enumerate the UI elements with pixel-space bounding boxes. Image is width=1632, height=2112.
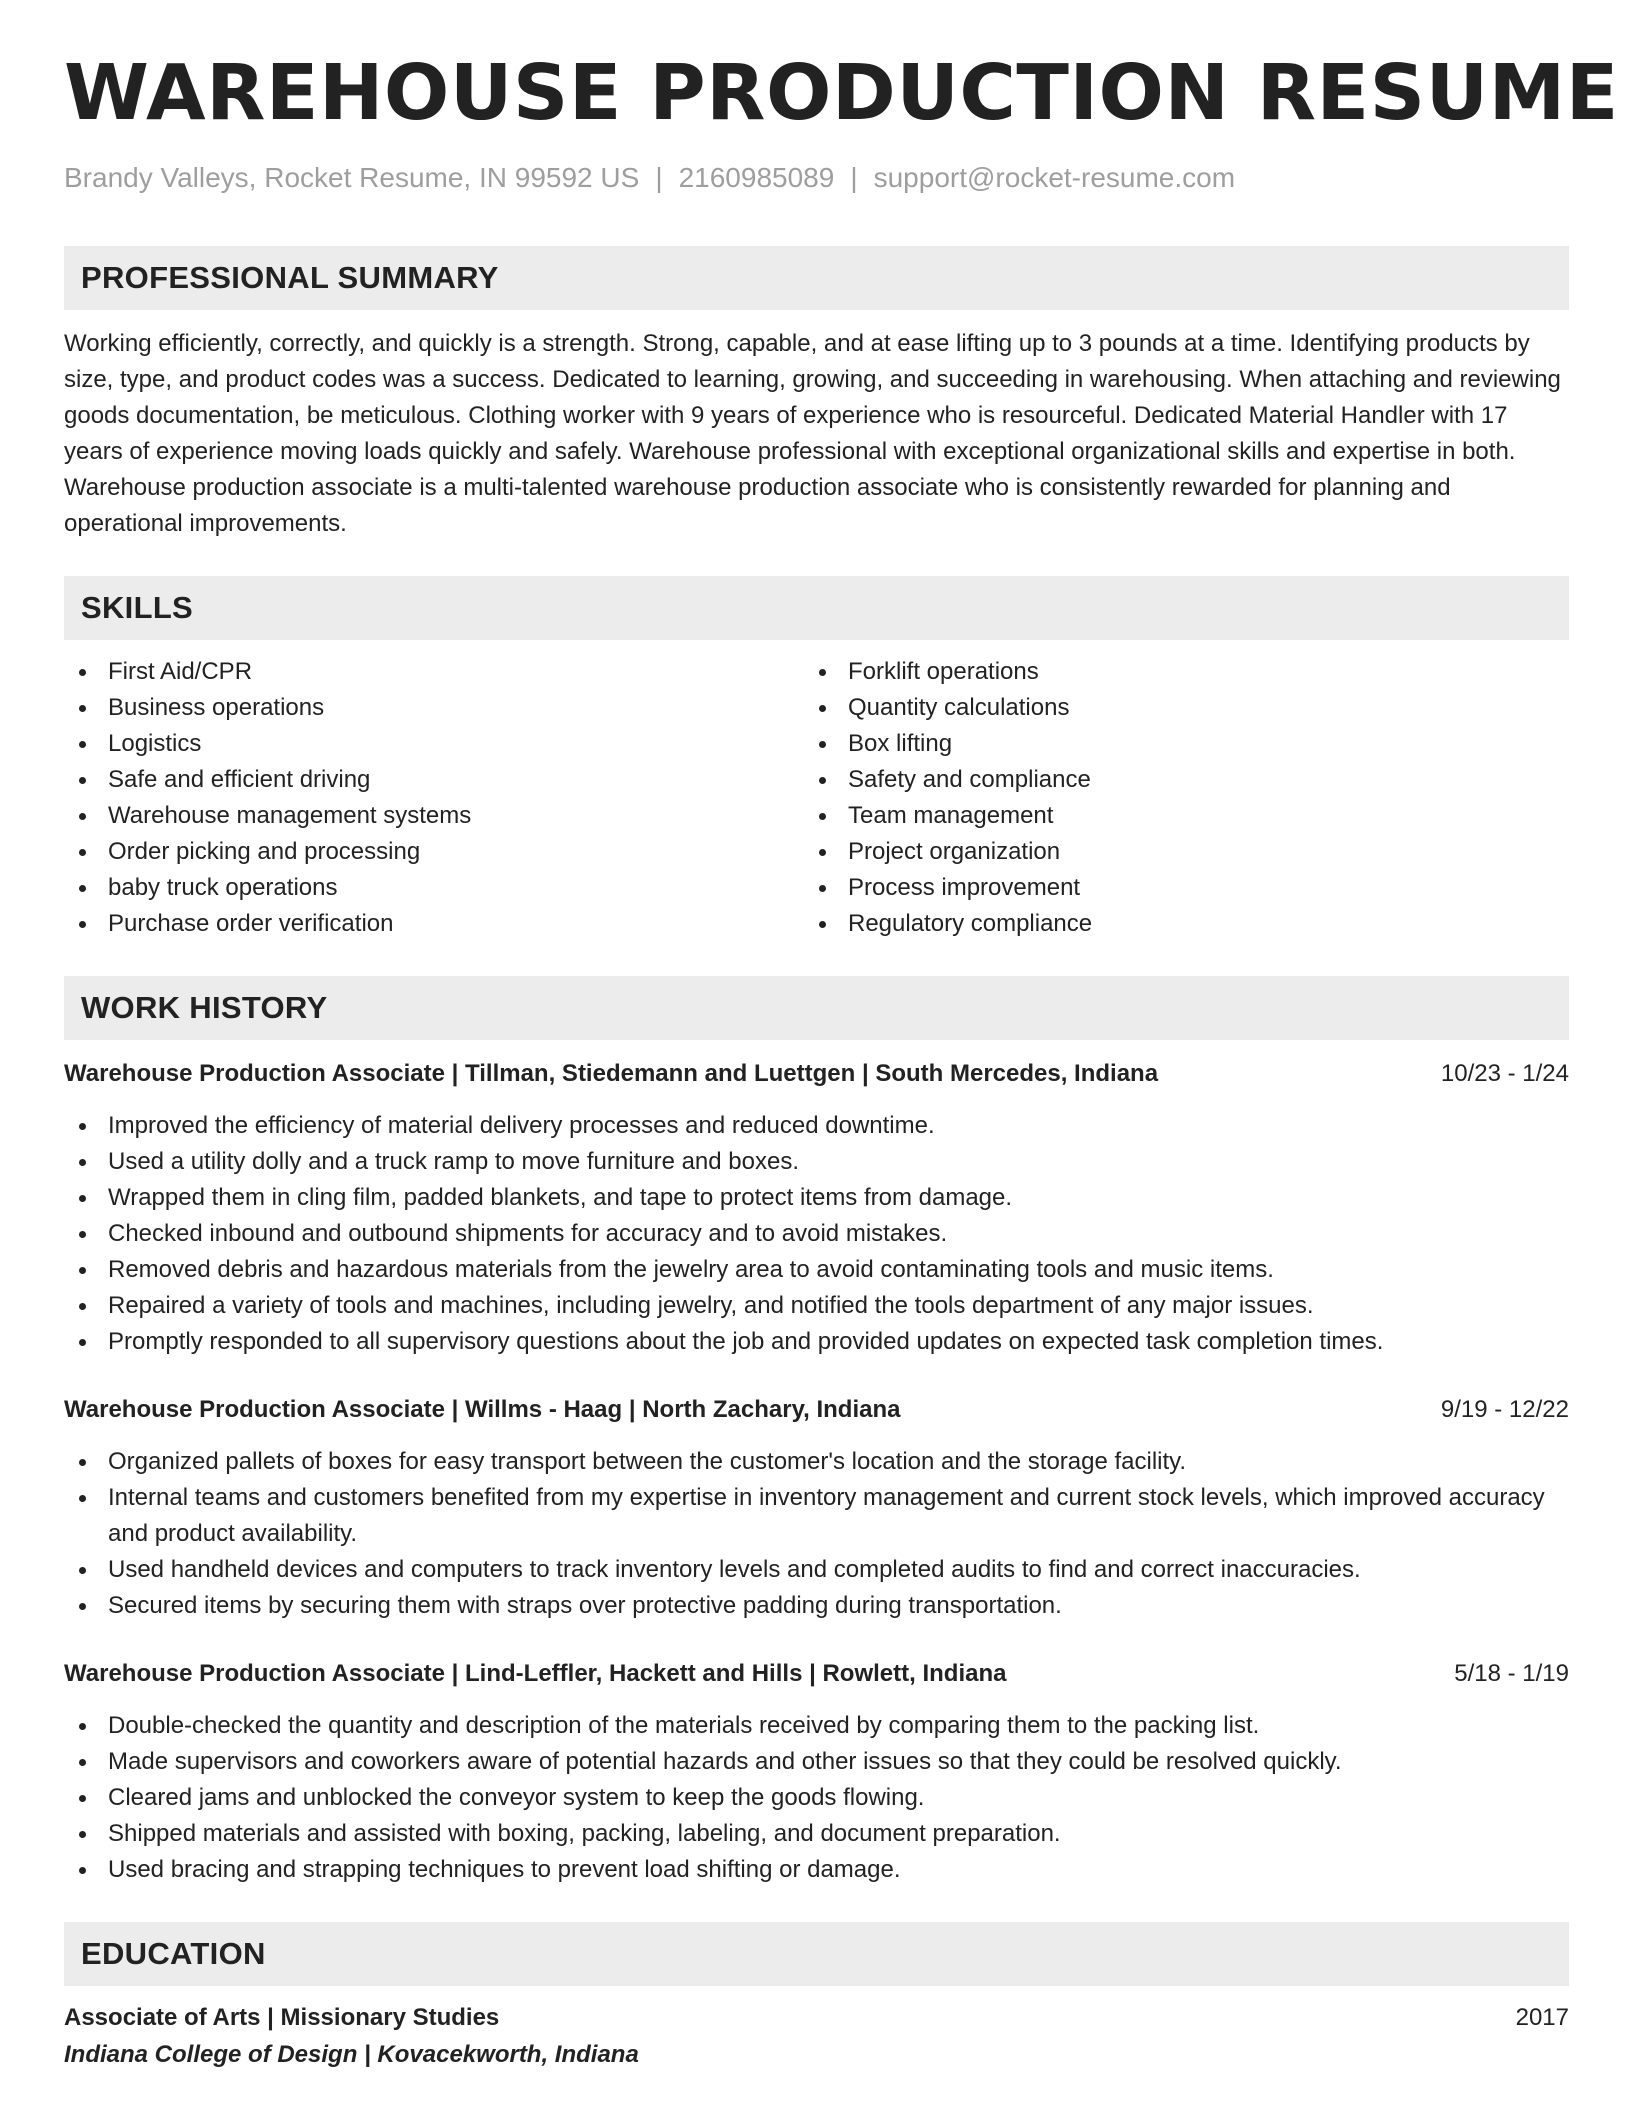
skill-item: baby truck operations (64, 870, 804, 906)
bullet-dot (79, 741, 86, 748)
bullet-dot (79, 1195, 86, 1202)
bullet-dot (79, 1795, 86, 1802)
contact-line (64, 161, 1569, 195)
bullet-dot (79, 1339, 86, 1346)
job-bullet: Cleared jams and unblocked the conveyor system to keep the goods flowing. (64, 1780, 1569, 1816)
education-header (64, 2000, 1569, 2036)
job-bullet: Organized pallets of boxes for easy transport between the customer's location and the storage facility. (64, 1444, 1569, 1480)
bullet-dot (79, 777, 86, 784)
contact-phone: 2160985089 (678, 161, 835, 193)
education-year: 2017 (1515, 2004, 1569, 2032)
bullet-dot (819, 741, 826, 748)
bullet-dot (79, 1123, 86, 1130)
job-bullet: Removed debris and hazardous materials from the jewelry area to avoid contaminating tools and music items. (64, 1252, 1569, 1288)
job-bullet: Double-checked the quantity and description of the materials received by comparing them to the packing list. (64, 1708, 1569, 1744)
job-bullet: Shipped materials and assisted with boxing, packing, labeling, and document preparation. (64, 1816, 1569, 1852)
bullet-dot (79, 1159, 86, 1166)
work-history-heading: WORK HISTORY (64, 976, 1569, 1040)
bullet-dot (819, 669, 826, 676)
bullet-dot (79, 669, 86, 676)
skill-item: Regulatory compliance (804, 906, 1544, 942)
skill-item: Safety and compliance (804, 762, 1544, 798)
bullet-dot (79, 1267, 86, 1274)
bullet-dot (819, 849, 826, 856)
job-bullet: Used a utility dolly and a truck ramp to move furniture and boxes. (64, 1144, 1569, 1180)
bullet-dot (79, 1459, 86, 1466)
bullet-dot (79, 885, 86, 892)
bullet-dot (819, 885, 826, 892)
job-bullet: Made supervisors and coworkers aware of potential hazards and other issues so that they could be resolved quickly. (64, 1744, 1569, 1780)
bullet-dot (79, 1759, 86, 1766)
skill-item: Project organization (804, 834, 1544, 870)
skill-item: Process improvement (804, 870, 1544, 906)
bullet-dot (79, 813, 86, 820)
job-bullets (64, 1108, 1569, 1360)
education-degree: Associate of Arts | Missionary Studies (64, 2004, 500, 2032)
job-bullet: Wrapped them in cling film, padded blankets, and tape to protect items from damage. (64, 1180, 1569, 1216)
resume-title: WAREHOUSE PRODUCTION RESUME (64, 49, 1619, 138)
bullet-dot (79, 1231, 86, 1238)
bullet-dot (819, 705, 826, 712)
bullet-dot (79, 1831, 86, 1838)
job-title: Warehouse Production Associate | Tillman, Stiedemann and Luettgen | South Mercedes, Indiana (64, 1060, 1159, 1088)
skills-list (64, 654, 1569, 942)
skill-item: Box lifting (804, 726, 1544, 762)
job-title: Warehouse Production Associate | Lind-Leffler, Hackett and Hills | Rowlett, Indiana (64, 1660, 1007, 1688)
skill-item: Quantity calculations (804, 690, 1544, 726)
job-bullet: Promptly responded to all supervisory questions about the job and provided updates on expected task completion times. (64, 1324, 1569, 1360)
job-bullet: Internal teams and customers benefited from my expertise in inventory management and current stock levels, which improved accuracy and product availability. (64, 1480, 1569, 1552)
bullet-dot (79, 1495, 86, 1502)
job-bullet: Checked inbound and outbound shipments for accuracy and to avoid mistakes. (64, 1216, 1569, 1252)
summary-text: Working efficiently, correctly, and quickly is a strength. Strong, capable, and at ease lifting up to 3 pounds at a time. Identifying products by size, type, and product codes was a success. Dedicated to learning, growing, and succeeding in warehousing. When attaching and reviewing goods documentation, be meticulous. Clothing worker with 9 years of experience who is resourceful. Dedicated Material Handler with 17 years of experience moving loads quickly and safely. Warehouse professional with exceptional organizational skills and expertise in both. Warehouse production associate is a multi-talented warehouse production associate who is consistently rewarded for planning and operational improvements. (64, 330, 1561, 538)
bullet-dot (79, 1303, 86, 1310)
bullet-dot (819, 777, 826, 784)
bullet-dot (79, 1603, 86, 1610)
bullet-dot (819, 813, 826, 820)
skill-item: Order picking and processing (64, 834, 804, 870)
bullet-dot (79, 1723, 86, 1730)
bullet-dot (79, 921, 86, 928)
job-bullet: Secured items by securing them with straps over protective padding during transportation. (64, 1588, 1569, 1624)
skill-item: Forklift operations (804, 654, 1544, 690)
skill-item: Safe and efficient driving (64, 762, 804, 798)
education-heading: EDUCATION (64, 1922, 1569, 1986)
skill-item: Business operations (64, 690, 804, 726)
bullet-dot (819, 921, 826, 928)
job-dates: 5/18 - 1/19 (1454, 1660, 1569, 1688)
skills-heading: SKILLS (64, 576, 1569, 640)
job-bullet: Improved the efficiency of material delivery processes and reduced downtime. (64, 1108, 1569, 1144)
job-entry (64, 1056, 1569, 1360)
contact-separator: | (655, 161, 663, 193)
contact-address: Brandy Valleys, Rocket Resume, IN 99592 US (64, 161, 640, 193)
job-entry (64, 1392, 1569, 1624)
job-dates: 10/23 - 1/24 (1440, 1060, 1569, 1088)
job-bullet: Used bracing and strapping techniques to prevent load shifting or damage. (64, 1852, 1569, 1888)
skill-item: Logistics (64, 726, 804, 762)
skill-item: First Aid/CPR (64, 654, 804, 690)
job-entry (64, 1656, 1569, 1888)
job-header (64, 1656, 1569, 1692)
education-school: Indiana College of Design | Kovacekworth, Indiana (64, 2041, 639, 2069)
bullet-dot (79, 849, 86, 856)
skill-item: Purchase order verification (64, 906, 804, 942)
job-bullets (64, 1708, 1569, 1888)
contact-separator: | (850, 161, 858, 193)
contact-email: support@rocket-resume.com (873, 161, 1236, 193)
bullet-dot (79, 1567, 86, 1574)
bullet-dot (79, 1867, 86, 1874)
job-bullets (64, 1444, 1569, 1624)
job-header (64, 1392, 1569, 1428)
job-dates: 9/19 - 12/22 (1440, 1396, 1569, 1424)
job-title: Warehouse Production Associate | Willms - Haag | North Zachary, Indiana (64, 1396, 901, 1424)
skill-item: Team management (804, 798, 1544, 834)
job-bullet: Used handheld devices and computers to track inventory levels and completed audits to find and correct inaccuracies. (64, 1552, 1569, 1588)
job-bullet: Repaired a variety of tools and machines, including jewelry, and notified the tools department of any major issues. (64, 1288, 1569, 1324)
skill-item: Warehouse management systems (64, 798, 804, 834)
bullet-dot (79, 705, 86, 712)
skills-column-left (64, 654, 804, 942)
summary-heading: PROFESSIONAL SUMMARY (64, 246, 1569, 310)
job-header (64, 1056, 1569, 1092)
skills-column-right (804, 654, 1544, 942)
